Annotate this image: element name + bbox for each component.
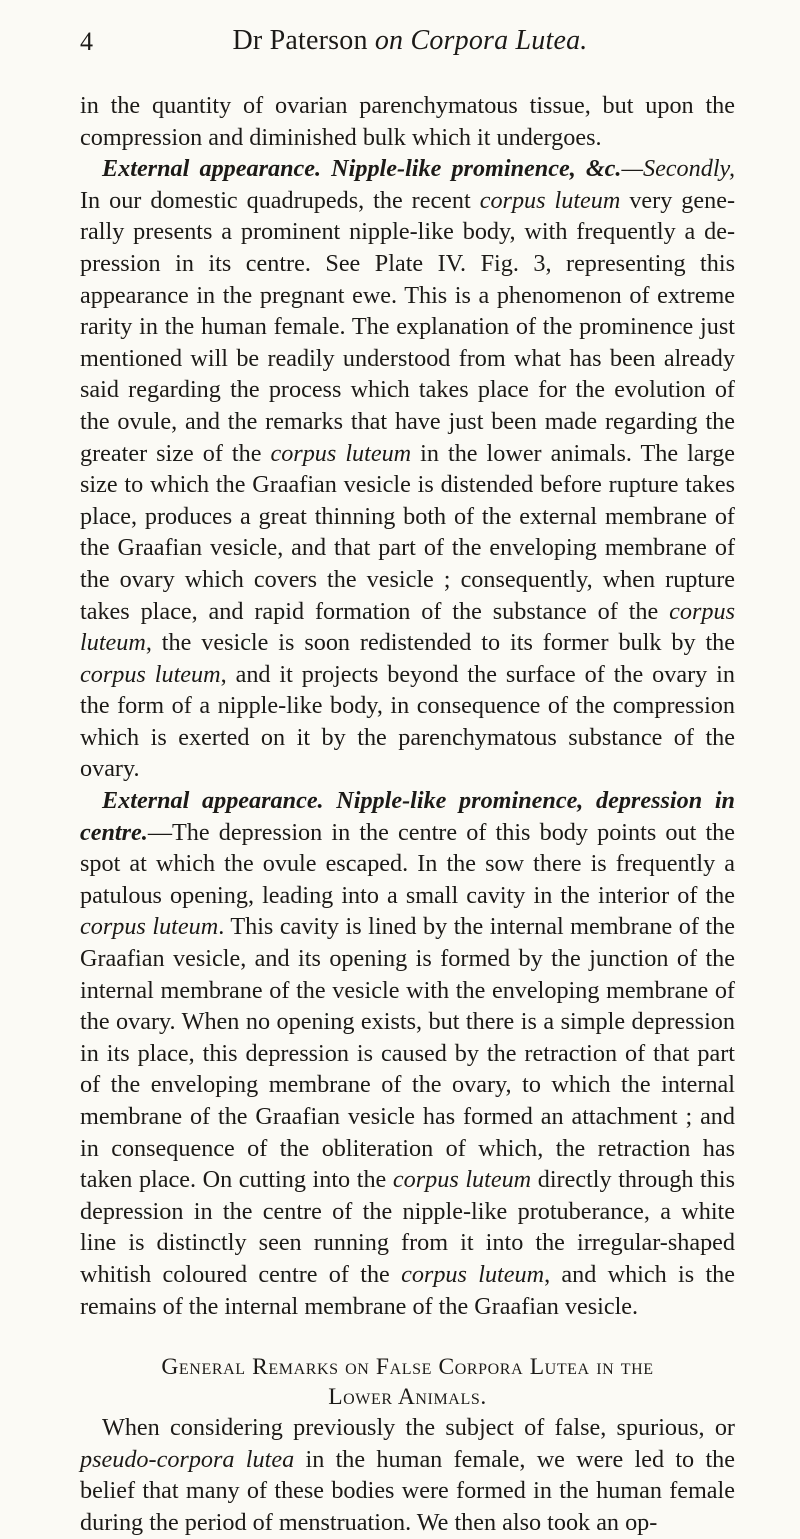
paragraph-1: in the quantity of ovarian parenchymatous tissue, but upon the compression and diminished bulk which it undergoes. <box>80 92 735 151</box>
section-heading-line-1: General Remarks on False Corpora Lutea in the <box>161 1354 654 1381</box>
running-head-author: Dr Paterson <box>232 25 375 56</box>
paragraph-3: External appearance. Nipple-like prominence, depression in centre.—The depression in the centre of this body points out the spot at which the ovule escaped. In the sow there is frequently a patulous opening, leading into a small cavity in the interior of the corpus luteum. This cavity is lined by the internal membrane of the Graafian vesicle, and its opening is formed by the junction of the internal membrane of the vesicle with the enveloping membrane of the ovary. When no opening exists, but there is a simple depression in its place, this depression is caused by the retraction of that part of the enveloping membrane of the ovary, to which the internal membrane of the Graafian vesicle has formed an attachment ; and in consequence of the obliteration of which, the retraction has taken place. On cutting into the corpus luteum directly through this depression in the centre of the nipple-like protuberance, a white line is distinctly seen running from it into the irregular-shaped whitish coloured centre of the corpus luteum, and which is the remains of the internal membrane of the Graafian vesicle. <box>80 787 735 1320</box>
body-text <box>80 90 735 1539</box>
paragraph-2-lead: External appearance. Nipple-like prominence, &c. <box>102 155 622 183</box>
running-head <box>80 25 740 57</box>
paragraph-3-lead: External appearance. Nipple-like prominence, depression in centre. <box>80 787 735 846</box>
running-head-title: Corpora Lutea. <box>410 25 588 56</box>
section-heading-line-2: Lower Animals. <box>328 1384 487 1411</box>
paragraph-2: External appearance. Nipple-like prominence, &c.—Secondly, In our domestic quadrupeds, the recent corpus luteum very generally presents a prominent nipple-like body, with frequently a depression in its centre. See Plate IV. Fig. 3, representing this appearance in the pregnant ewe. This is a phenomenon of extreme rarity in the human female. The explanation of the prominence just mentioned will be readily understood from what has been already said regarding the process which takes place for the evolution of the ovule, and the remarks that have just been made regarding the greater size of the corpus luteum in the lower animals. The large size to which the Graafian vesicle is distended before rupture takes place, produces a great thinning both of the external membrane of the Graafian vesicle, and that part of the enveloping membrane of the ovary which covers the vesicle ; consequently, when rupture takes place, and rapid formation of the substance of the corpus luteum, the vesicle is soon redistended to its former bulk by the corpus luteum, and it projects beyond the surface of the ovary in the form of a nipple-like body, in consequence of the compression which is exerted on it by the parenchymatous substance of the ovary. <box>80 155 735 783</box>
section-heading <box>80 1352 735 1412</box>
running-head-on: on <box>374 25 404 56</box>
page-header <box>80 15 740 55</box>
page-number: 4 <box>80 27 93 56</box>
paragraph-4: When considering previously the subject of false, spurious, or pseudo-corpora lutea in the human female, we were led to the belief that many of these bodies were formed in the human female during the period of menstruation. We then also took an op- <box>80 1414 735 1536</box>
